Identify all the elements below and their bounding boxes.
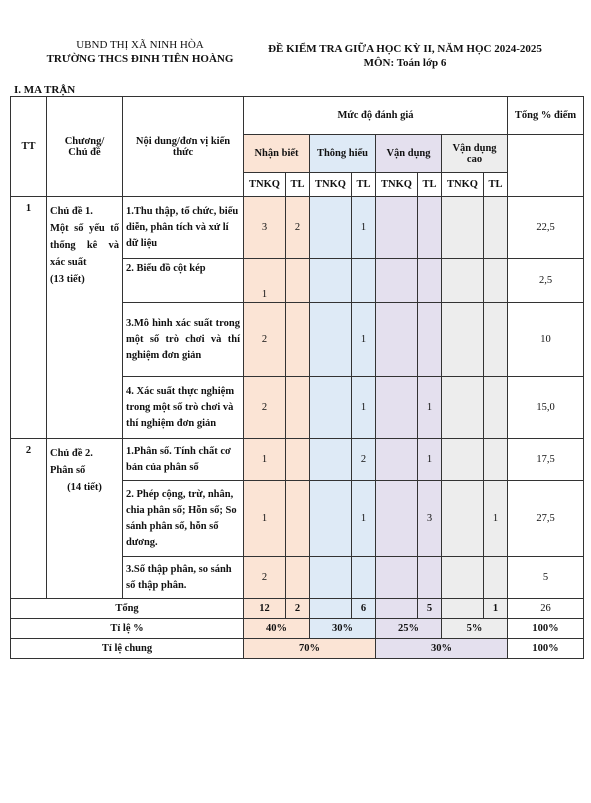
nb-tl-cell	[286, 259, 310, 303]
tong-cell: 10	[508, 303, 584, 377]
chude-name: Phân số	[50, 465, 86, 476]
vd-tl-cell	[418, 303, 442, 377]
nb-tl-cell	[286, 377, 310, 439]
nb-ratio-cell: 40%	[244, 619, 310, 639]
header-tl: TL	[484, 173, 508, 197]
vc-ratio-cell: 5%	[442, 619, 508, 639]
vd-vc-ratio-cell: 30%	[376, 639, 508, 659]
group-tt: 2	[11, 439, 47, 599]
header-tong: Tổng % điểm	[508, 97, 584, 135]
vc-tnkq-cell	[442, 259, 484, 303]
group-chude	[47, 197, 123, 439]
header-nhanbiet: Nhận biết	[244, 135, 310, 173]
content-cell: 2. Phép cộng, trừ, nhân, chia phân số; Hỗn số; So sánh phân số, hỗn số dương.	[123, 481, 244, 557]
header-tl: TL	[352, 173, 376, 197]
school-header	[40, 38, 240, 66]
tong-cell: 100%	[508, 619, 584, 639]
th-tnkq-cell	[310, 197, 352, 259]
th-tl-cell: 1	[352, 377, 376, 439]
nb-tl-cell	[286, 439, 310, 481]
th-tl-cell: 2	[352, 439, 376, 481]
vc-tnkq-cell	[442, 303, 484, 377]
content-cell: 1.Thu thập, tổ chức, biểu diễn, phân tích và xử lí dữ liệu	[123, 197, 244, 259]
nb-tnkq-cell: 1	[244, 259, 286, 303]
vd-tnkq-cell	[376, 377, 418, 439]
subject-line: MÔN: Toán lớp 6	[363, 57, 447, 69]
content-cell: 2. Biểu đồ cột kép	[123, 259, 244, 303]
header-noidung: Nội dung/đơn vị kiến thức	[123, 97, 244, 197]
th-tnkq-cell	[310, 377, 352, 439]
th-tl-cell: 1	[352, 481, 376, 557]
vd-tnkq-cell	[376, 303, 418, 377]
tong-cell: 17,5	[508, 439, 584, 481]
nb-tl-cell	[286, 557, 310, 599]
header-tong-blank	[508, 135, 584, 197]
tong-cell: 26	[508, 599, 584, 619]
tong-cell: 15,0	[508, 377, 584, 439]
tong-cell: 100%	[508, 639, 584, 659]
nb-tl-cell	[286, 303, 310, 377]
nb-tnkq-cell: 1	[244, 481, 286, 557]
vd-tnkq-cell	[376, 481, 418, 557]
header-tnkq: TNKQ	[442, 173, 484, 197]
nb-tnkq-cell: 1	[244, 439, 286, 481]
vc-tnkq-cell	[442, 557, 484, 599]
vc-tl-cell	[484, 259, 508, 303]
header-tnkq: TNKQ	[244, 173, 286, 197]
vc-tl-cell	[484, 377, 508, 439]
header-tl: TL	[286, 173, 310, 197]
th-tnkq-cell	[310, 303, 352, 377]
chude-hours: (13 tiết)	[50, 274, 85, 285]
vd-tl-cell	[418, 259, 442, 303]
chude-title: Chủ đề 2.	[50, 448, 93, 459]
vd-tnkq-cell	[376, 557, 418, 599]
header-vandungcao: Vận dụng cao	[442, 135, 508, 173]
nb-th-ratio-cell: 70%	[244, 639, 376, 659]
header-tnkq: TNKQ	[376, 173, 418, 197]
header-tl: TL	[418, 173, 442, 197]
exam-title: ĐỀ KIỂM TRA GIỮA HỌC KỲ II, NĂM HỌC 2024-2025	[268, 43, 542, 55]
content-cell: 1.Phân số. Tính chất cơ bản của phân số	[123, 439, 244, 481]
vc-tnkq-cell	[442, 439, 484, 481]
total-row	[11, 599, 584, 619]
header-mucdo: Mức độ đánh giá	[244, 97, 508, 135]
nb-tnkq-cell: 3	[244, 197, 286, 259]
header-tt: TT	[11, 97, 47, 197]
chude-title: Chủ đề 1.	[50, 206, 93, 217]
th-tl-cell: 1	[352, 197, 376, 259]
section-title: I. MA TRẬN	[14, 84, 76, 96]
exam-header	[250, 42, 560, 70]
vd-tnkq-cell	[376, 197, 418, 259]
nb-tnkq-cell: 2	[244, 303, 286, 377]
th-tnkq-cell	[310, 481, 352, 557]
tong-cell: 27,5	[508, 481, 584, 557]
ratio-label: Tỉ lệ %	[11, 619, 244, 639]
th-tl-cell: 6	[352, 599, 376, 619]
th-tl-cell: 1	[352, 303, 376, 377]
vc-tnkq-cell	[442, 481, 484, 557]
vc-tl-cell	[484, 197, 508, 259]
vd-ratio-cell: 25%	[376, 619, 442, 639]
th-tnkq-cell	[310, 599, 352, 619]
th-tnkq-cell	[310, 557, 352, 599]
nb-tnkq-cell: 2	[244, 377, 286, 439]
vd-tl-cell	[418, 197, 442, 259]
vc-tnkq-cell	[442, 197, 484, 259]
vc-tnkq-cell	[442, 377, 484, 439]
chude-hours: (14 tiết)	[67, 482, 102, 493]
vc-tl-cell	[484, 557, 508, 599]
vc-tl-cell	[484, 303, 508, 377]
content-cell: 3.Số thập phân, so sánh số thập phân.	[123, 557, 244, 599]
authority-name: UBND THỊ XÃ NINH HÒA	[76, 39, 204, 51]
overall-ratio-row	[11, 639, 584, 659]
vc-tnkq-cell	[442, 599, 484, 619]
th-tl-cell	[352, 557, 376, 599]
tong-cell: 2,5	[508, 259, 584, 303]
vd-tl-cell	[418, 557, 442, 599]
vd-tnkq-cell	[376, 599, 418, 619]
th-ratio-cell: 30%	[310, 619, 376, 639]
vd-tnkq-cell	[376, 259, 418, 303]
overall-ratio-label: Tỉ lệ chung	[11, 639, 244, 659]
matrix-table	[10, 96, 584, 659]
table-row	[11, 197, 584, 259]
content-cell: 3.Mô hình xác suất trong một số trò chơi và thí nghiệm đơn giản	[123, 303, 244, 377]
nb-tnkq-cell: 12	[244, 599, 286, 619]
chude-name: Một số yếu tố thống kê và xác suất	[50, 223, 119, 268]
group-chude	[47, 439, 123, 599]
header-thonghieu: Thông hiểu	[310, 135, 376, 173]
th-tnkq-cell	[310, 439, 352, 481]
total-label: Tổng	[11, 599, 244, 619]
vc-tl-cell	[484, 439, 508, 481]
header-tnkq: TNKQ	[310, 173, 352, 197]
th-tnkq-cell	[310, 259, 352, 303]
tong-cell: 22,5	[508, 197, 584, 259]
ratio-row	[11, 619, 584, 639]
vc-tl-cell: 1	[484, 599, 508, 619]
vd-tl-cell: 1	[418, 439, 442, 481]
vc-tl-cell: 1	[484, 481, 508, 557]
nb-tl-cell	[286, 481, 310, 557]
nb-tl-cell: 2	[286, 599, 310, 619]
nb-tl-cell: 2	[286, 197, 310, 259]
group-tt: 1	[11, 197, 47, 439]
vd-tnkq-cell	[376, 439, 418, 481]
nb-tnkq-cell: 2	[244, 557, 286, 599]
table-row	[11, 439, 584, 481]
header-chuong: Chương/ Chủ đề	[47, 97, 123, 197]
header-vandung: Vận dụng	[376, 135, 442, 173]
vd-tl-cell: 1	[418, 377, 442, 439]
content-cell: 4. Xác suất thực nghiệm trong một số trò chơi và thí nghiệm đơn giản	[123, 377, 244, 439]
tong-cell: 5	[508, 557, 584, 599]
th-tl-cell	[352, 259, 376, 303]
vd-tl-cell: 5	[418, 599, 442, 619]
school-name: TRƯỜNG THCS ĐINH TIÊN HOÀNG	[46, 53, 234, 65]
vd-tl-cell: 3	[418, 481, 442, 557]
